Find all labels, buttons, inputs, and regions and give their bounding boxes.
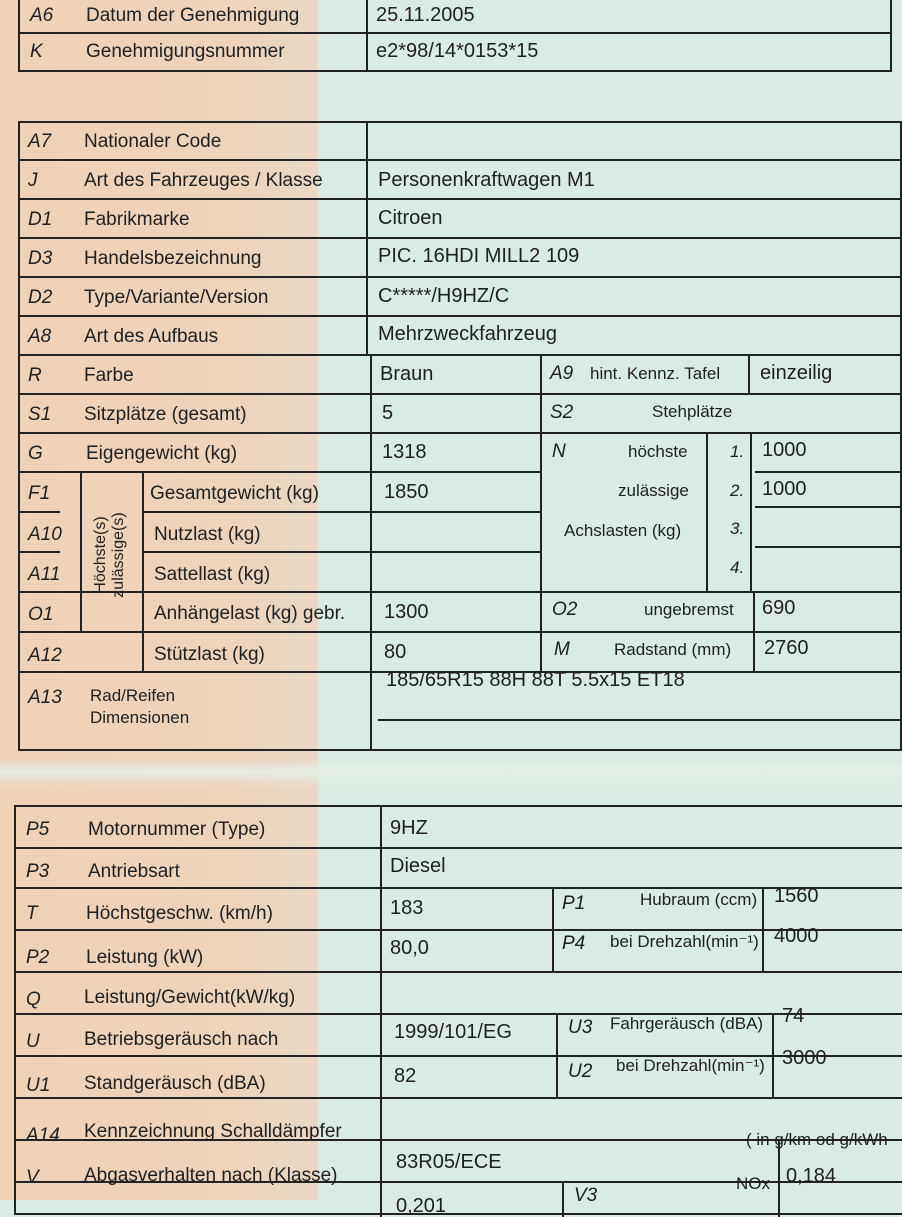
column-divider — [366, 0, 368, 70]
field-label: Art des Fahrzeuges / Klasse — [84, 170, 323, 191]
field-value: Mehrzweckfahrzeug — [378, 323, 557, 345]
field-label: Genehmigungsnummer — [86, 41, 285, 62]
field-value: Citroen — [378, 207, 443, 229]
field-value: 1560 — [774, 885, 819, 907]
field-code: A13 — [28, 687, 62, 708]
field-label: Höchstgeschw. (km/h) — [86, 903, 273, 924]
field-value: 80 — [384, 641, 407, 663]
field-value-partial: 0,201 — [396, 1195, 447, 1217]
field-code: P2 — [26, 947, 50, 968]
axle-number: 4. — [730, 558, 745, 577]
row-divider — [20, 32, 890, 34]
field-label: Betriebsgeräusch nach — [84, 1029, 279, 1050]
field-label: Sattellast (kg) — [154, 564, 271, 585]
field-code: O2 — [552, 599, 578, 620]
axle-number: 3. — [730, 519, 745, 538]
field-label: Radstand (mm) — [614, 640, 732, 659]
field-code: A9 — [550, 363, 574, 384]
field-value: 74 — [782, 1005, 805, 1027]
row-divider — [20, 511, 60, 513]
field-code: A10 — [28, 524, 62, 545]
field-code: D3 — [28, 248, 53, 269]
field-code: A12 — [28, 645, 62, 666]
field-label: Hubraum (ccm) — [640, 890, 758, 909]
field-label: NOx — [736, 1174, 770, 1193]
row-divider — [378, 719, 900, 721]
field-code: N — [552, 441, 566, 462]
field-label: Fabrikmarke — [84, 209, 190, 230]
column-divider — [142, 471, 144, 671]
field-value: 1300 — [384, 601, 429, 623]
field-label: Anhängelast (kg) gebr. — [154, 603, 346, 624]
field-label: Datum der Genehmigung — [86, 5, 300, 26]
column-divider — [748, 354, 750, 393]
field-value: 185/65R15 88H 88T 5.5x15 ET18 — [386, 669, 685, 691]
row-divider — [16, 1097, 902, 1099]
row-divider — [20, 276, 900, 278]
field-code: U1 — [26, 1075, 51, 1096]
row-divider — [16, 1013, 902, 1015]
rotated-line: zulässige(s) — [110, 512, 127, 598]
field-value: 83R05/ECE — [396, 1151, 502, 1173]
field-code: U2 — [568, 1061, 593, 1082]
field-label: Nutzlast (kg) — [154, 524, 261, 545]
field-label: bei Drehzahl(min⁻¹) — [610, 932, 759, 951]
field-value: 690 — [762, 597, 796, 619]
field-value: Diesel — [390, 855, 446, 877]
field-code: D2 — [28, 287, 53, 308]
field-code: P4 — [562, 933, 586, 954]
column-divider — [706, 432, 708, 591]
field-label: Leistung/Gewicht(kW/kg) — [84, 987, 296, 1008]
rotated-line: Höchste(s) — [92, 516, 109, 594]
field-code: O1 — [28, 604, 54, 625]
field-value: 1318 — [382, 441, 427, 463]
axle-value: 1000 — [762, 478, 807, 500]
field-label: Antriebsart — [88, 861, 180, 882]
row-divider — [755, 506, 900, 508]
row-divider — [755, 546, 900, 548]
row-divider — [755, 471, 900, 473]
column-divider — [753, 591, 755, 671]
column-divider — [772, 1013, 774, 1097]
field-label: Fahrgeräusch (dBA) — [610, 1014, 764, 1033]
field-label: Gesamtgewicht (kg) — [150, 483, 319, 504]
field-value: e2*98/14*0153*15 — [376, 40, 539, 62]
field-value: Braun — [380, 363, 434, 385]
row-divider — [20, 591, 900, 593]
field-value: 3000 — [782, 1047, 827, 1069]
row-divider — [20, 198, 900, 200]
field-value: 82 — [394, 1065, 417, 1087]
field-code: A6 — [30, 5, 54, 26]
column-divider — [762, 887, 764, 971]
field-value: 9HZ — [390, 817, 428, 839]
field-label: ungebremst — [644, 600, 734, 619]
axle-number: 2. — [730, 481, 745, 500]
field-code: P3 — [26, 861, 50, 882]
field-label: Sitzplätze (gesamt) — [84, 404, 247, 425]
field-code: D1 — [28, 209, 53, 230]
field-label: Art des Aufbaus — [84, 326, 219, 347]
field-label: Handelsbezeichnung — [84, 248, 262, 269]
field-code: J — [28, 170, 38, 191]
field-value: Personenkraftwagen M1 — [378, 169, 595, 191]
field-code: V — [26, 1167, 39, 1188]
field-value: 1850 — [384, 481, 429, 503]
field-label: Kennzeichnung Schalldämpfer — [84, 1121, 342, 1142]
field-value: 25.11.2005 — [376, 4, 475, 26]
row-divider — [20, 471, 540, 473]
column-divider — [540, 354, 542, 671]
row-divider — [20, 315, 900, 317]
field-code: K — [30, 41, 43, 62]
row-divider — [20, 237, 900, 239]
field-label: Nationaler Code — [84, 131, 222, 152]
column-divider — [80, 471, 82, 631]
axle-number: 1. — [730, 442, 745, 461]
field-code: M — [554, 639, 570, 660]
field-label: hint. Kennz. Tafel — [590, 364, 721, 383]
field-code: P1 — [562, 893, 586, 914]
field-label: Abgasverhalten nach (Klasse) — [84, 1165, 338, 1186]
axle-load-label: höchste — [628, 442, 688, 461]
field-code: A11 — [28, 564, 61, 585]
column-divider — [562, 1181, 564, 1217]
row-divider — [20, 631, 900, 633]
column-divider — [380, 807, 382, 1217]
field-code: A8 — [28, 326, 52, 347]
field-value: 183 — [390, 897, 424, 919]
axle-load-label: zulässige — [618, 481, 689, 500]
row-divider — [16, 847, 902, 849]
field-label: Standgeräusch (dBA) — [84, 1073, 266, 1094]
field-label: bei Drehzahl(min⁻¹) — [616, 1056, 765, 1075]
field-value: C*****/H9HZ/C — [378, 285, 510, 307]
row-divider — [142, 511, 540, 513]
field-code: F1 — [28, 483, 51, 504]
row-divider — [20, 159, 900, 161]
row-divider — [20, 354, 900, 356]
engine-data-table — [14, 805, 902, 1215]
row-divider — [20, 393, 900, 395]
row-divider — [16, 887, 902, 889]
field-value: 2760 — [764, 637, 809, 659]
paper-fold — [0, 758, 902, 788]
field-code: G — [28, 443, 43, 464]
field-label: Leistung (kW) — [86, 947, 204, 968]
field-code: S1 — [28, 404, 52, 425]
rotated-label — [92, 495, 132, 615]
field-code: V3 — [574, 1185, 598, 1206]
vehicle-data-table — [18, 121, 902, 751]
field-code: S2 — [550, 402, 574, 423]
field-value: 0,184 — [786, 1165, 837, 1187]
field-label: Dimensionen — [90, 708, 190, 727]
field-label: Type/Variante/Version — [84, 287, 269, 308]
row-divider — [16, 971, 902, 973]
column-divider — [552, 887, 554, 971]
field-value: 1999/101/EG — [394, 1021, 512, 1043]
field-label: Farbe — [84, 365, 134, 386]
column-divider — [370, 354, 372, 749]
row-divider — [16, 929, 902, 931]
field-code: U3 — [568, 1017, 593, 1038]
field-code: T — [26, 903, 38, 924]
column-divider — [750, 432, 752, 591]
approval-table — [18, 0, 892, 72]
row-divider — [16, 1055, 902, 1057]
axle-load-label: Achslasten (kg) — [564, 521, 682, 540]
field-value: PIC. 16HDI MILL2 109 — [378, 245, 580, 267]
field-code: R — [28, 365, 42, 386]
row-divider — [142, 551, 540, 553]
field-value: 5 — [382, 402, 394, 424]
field-label: Stützlast (kg) — [154, 644, 265, 665]
field-code: P5 — [26, 819, 50, 840]
field-code: Q — [26, 989, 41, 1010]
field-value: 80,0 — [390, 937, 429, 959]
field-code: U — [26, 1031, 40, 1052]
row-divider — [20, 432, 900, 434]
axle-value: 1000 — [762, 439, 807, 461]
field-code: A7 — [28, 131, 52, 152]
field-label: Eigengewicht (kg) — [86, 443, 238, 464]
row-divider — [20, 551, 60, 553]
column-divider — [556, 1013, 558, 1097]
field-code: A14 — [26, 1125, 60, 1146]
field-label: Rad/Reifen — [90, 686, 176, 705]
field-note: ( in g/km od g/kWh — [746, 1130, 888, 1149]
field-value: einzeilig — [760, 362, 833, 384]
field-label: Stehplätze — [652, 402, 733, 421]
field-label: Motornummer (Type) — [88, 819, 266, 840]
field-value: 4000 — [774, 925, 819, 947]
column-divider — [366, 123, 368, 354]
